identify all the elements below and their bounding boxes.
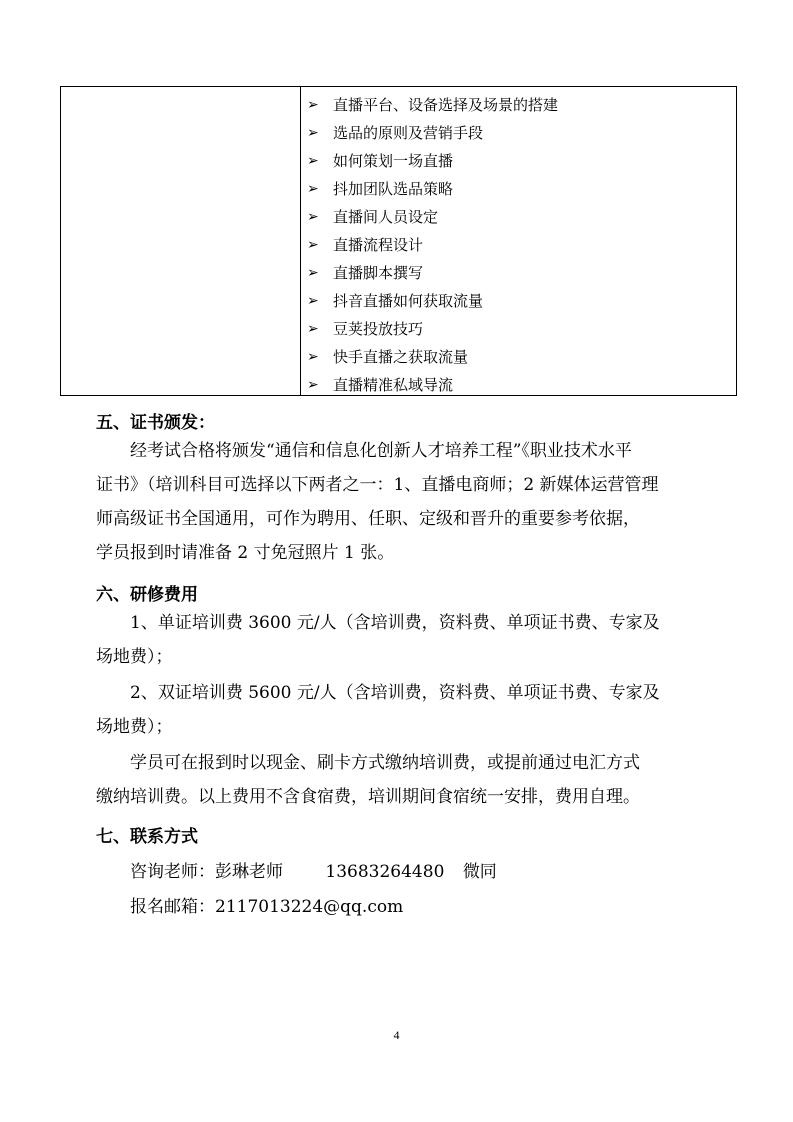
paragraph-line: 1、单证培训费 3600 元/人（含培训费，资料费、单项证书费、专家及 <box>130 613 660 633</box>
arrow-bullet-icon: ➢ <box>307 377 319 393</box>
course-topic-item <box>301 175 736 203</box>
course-topic-text: 抖加团队选品策略 <box>333 180 454 198</box>
course-topic-text: 直播精准私域导流 <box>333 376 454 394</box>
course-topic-item <box>301 203 736 231</box>
paragraph-line: 2、双证培训费 5600 元/人（含培训费，资料费、单项证书费、专家及 <box>130 683 660 703</box>
course-topic-text: 直播脚本撰写 <box>333 264 424 282</box>
email-address: 报名邮箱：2117013224@qq.com <box>130 897 404 917</box>
course-topic-text: 直播平台、设备选择及场景的搭建 <box>333 96 559 114</box>
course-topic-text: 抖音直播如何获取流量 <box>333 292 484 310</box>
paragraph-line: 证书》（培训科目可选择以下两者之一：1、直播电商师；2 新媒体运营管理 <box>96 475 659 495</box>
contact-email-row <box>130 892 403 917</box>
arrow-bullet-icon: ➢ <box>307 321 319 337</box>
course-topic-text: 豆荚投放技巧 <box>333 320 424 338</box>
consultant-label: 咨询老师：彭琳老师 <box>130 862 283 882</box>
arrow-bullet-icon: ➢ <box>307 97 319 113</box>
course-table <box>60 86 737 396</box>
table-right-cell <box>301 87 736 395</box>
course-topic-item <box>301 147 736 175</box>
section-heading-certificate: 五、证书颁发： <box>96 413 215 433</box>
course-topic-item <box>301 259 736 287</box>
fee-item-single <box>96 606 706 674</box>
arrow-bullet-icon: ➢ <box>307 125 319 141</box>
course-topic-text: 选品的原则及营销手段 <box>333 124 484 142</box>
course-topic-text: 直播间人员设定 <box>333 208 439 226</box>
course-topic-item <box>301 371 736 399</box>
arrow-bullet-icon: ➢ <box>307 349 319 365</box>
contact-consultant-row <box>130 857 497 882</box>
course-topic-list <box>301 91 736 399</box>
course-topic-item <box>301 315 736 343</box>
arrow-bullet-icon: ➢ <box>307 209 319 225</box>
fee-payment-note <box>96 746 706 814</box>
table-left-cell <box>61 87 301 395</box>
paragraph-line: 学员报到时请准备 2 寸免冠照片 1 张。 <box>96 543 395 563</box>
course-topic-item <box>301 343 736 371</box>
course-topic-item <box>301 119 736 147</box>
paragraph-line: 缴纳培训费。以上费用不含食宿费，培训期间食宿统一安排，费用自理。 <box>96 787 640 807</box>
paragraph-line: 经考试合格将颁发“通信和信息化创新人才培养工程”《职业技术水平 <box>130 441 632 461</box>
course-topic-text: 如何策划一场直播 <box>333 152 454 170</box>
course-topic-text: 直播流程设计 <box>333 236 424 254</box>
certificate-paragraph <box>96 434 706 570</box>
arrow-bullet-icon: ➢ <box>307 293 319 309</box>
course-topic-item <box>301 231 736 259</box>
arrow-bullet-icon: ➢ <box>307 237 319 253</box>
paragraph-line: 场地费）； <box>96 647 173 667</box>
section-heading-contact: 七、联系方式 <box>96 827 198 847</box>
wechat-label: 微同 <box>462 862 497 882</box>
section-heading-fees: 六、研修费用 <box>96 585 198 605</box>
page-number: 4 <box>393 1028 400 1042</box>
arrow-bullet-icon: ➢ <box>307 181 319 197</box>
course-topic-item <box>301 91 736 119</box>
course-topic-item <box>301 287 736 315</box>
paragraph-line: 学员可在报到时以现金、刷卡方式缴纳培训费，或提前通过电汇方式 <box>130 753 640 773</box>
phone-number: 13683264480 <box>325 862 445 882</box>
paragraph-line: 场地费）； <box>96 717 173 737</box>
arrow-bullet-icon: ➢ <box>307 153 319 169</box>
course-topic-text: 快手直播之获取流量 <box>333 348 469 366</box>
fee-item-double <box>96 676 706 744</box>
arrow-bullet-icon: ➢ <box>307 265 319 281</box>
paragraph-line: 师高级证书全国通用，可作为聘用、任职、定级和晋升的重要参考依据， <box>96 509 640 529</box>
